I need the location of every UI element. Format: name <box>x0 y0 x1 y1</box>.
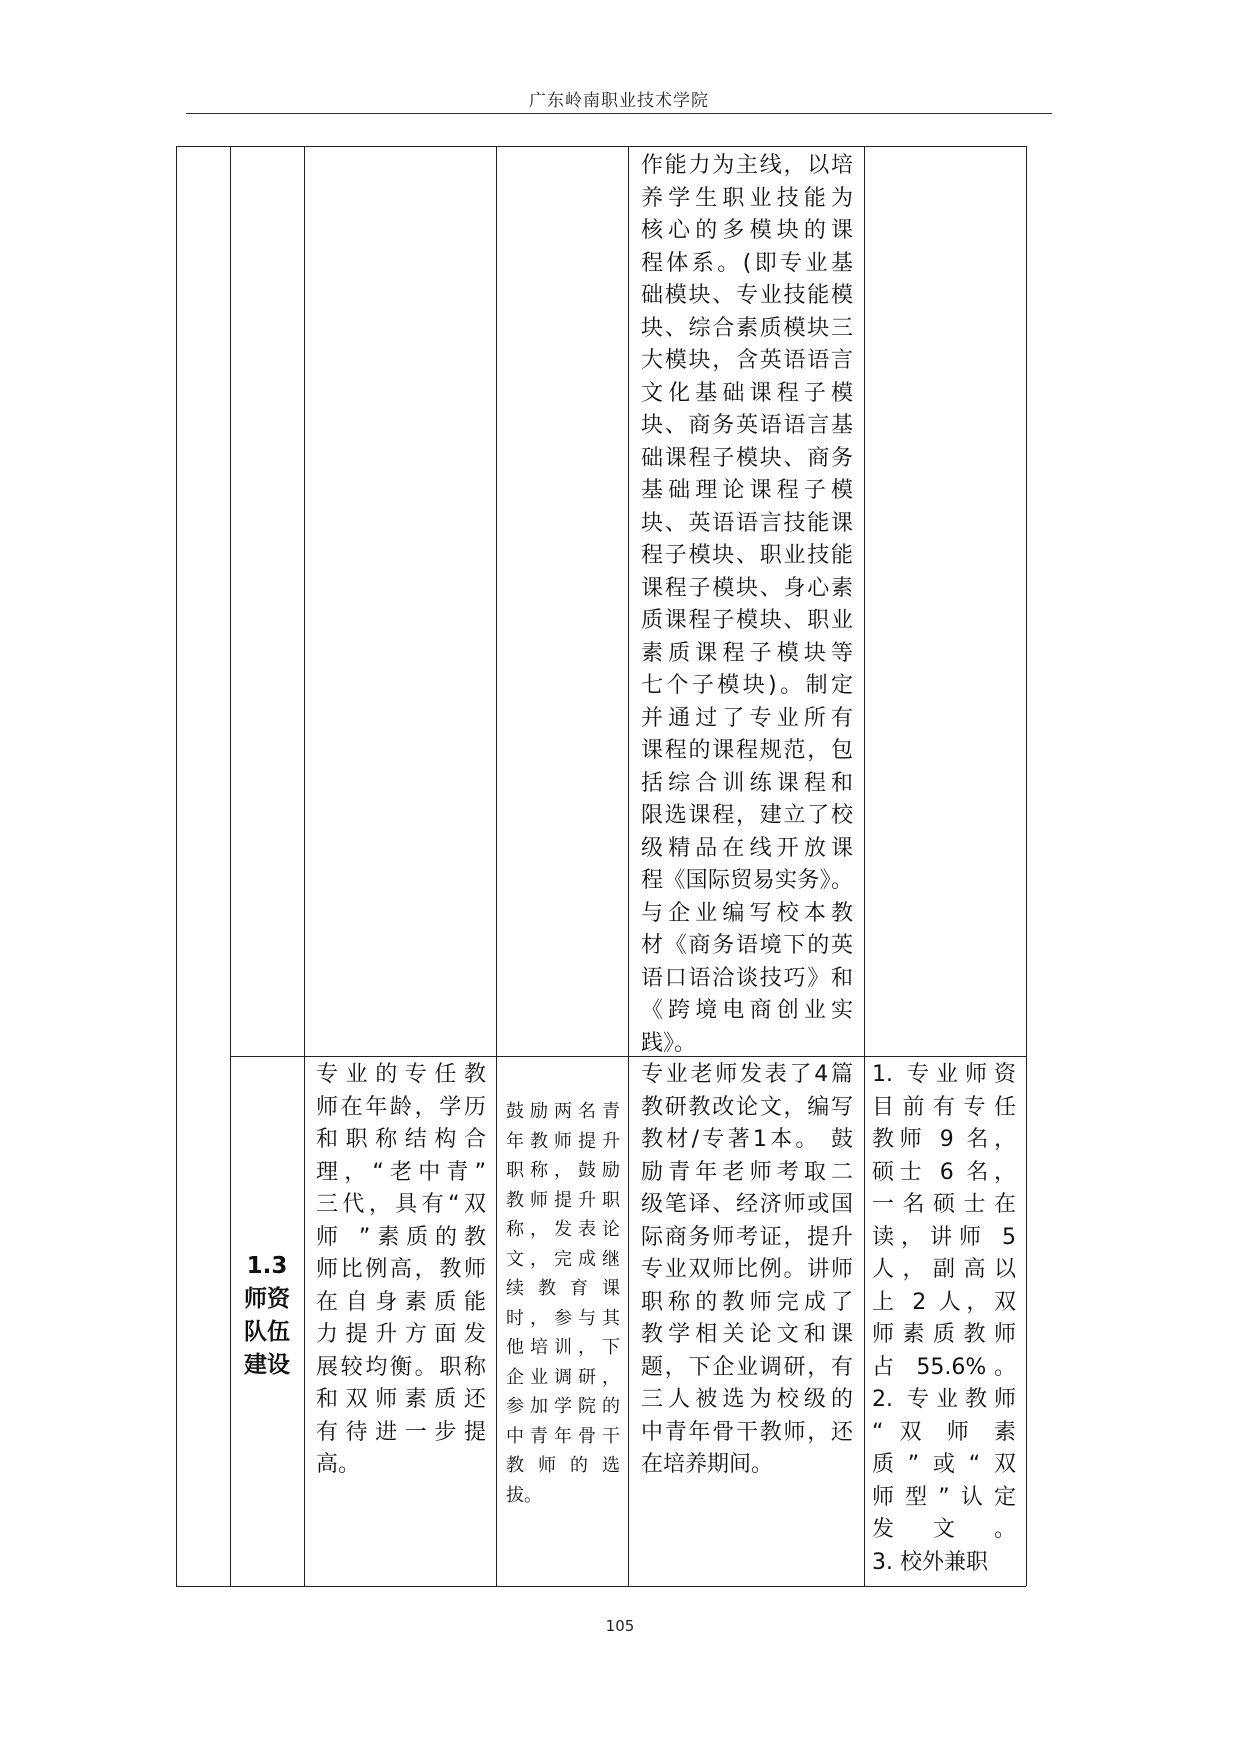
table-border-left <box>176 146 177 1586</box>
header-rule <box>186 113 1052 114</box>
section-1-3-label <box>230 1250 304 1382</box>
text-line: 教师 9 名， <box>872 1127 1016 1152</box>
text-line: 基础理论课程子模 <box>641 478 853 503</box>
text-line: 职称的教师完成了 <box>641 1289 853 1315</box>
text-line: 师型”认定 <box>872 1484 1016 1510</box>
table-col-divider <box>628 146 629 1586</box>
text-line: 大模块，含英语语言 <box>641 348 853 373</box>
section-label-line: 1.3 <box>246 1253 288 1279</box>
text-line: 专业的专任教 <box>316 1062 486 1087</box>
text-line: 材《商务语境下的英 <box>641 933 853 958</box>
text-line: 年教师提升 <box>506 1130 620 1152</box>
text-line: 2. 专业教师 <box>872 1387 1016 1412</box>
text-line: 文化基础课程子模 <box>641 380 853 406</box>
text-line: 三代，具有“双 <box>316 1192 486 1217</box>
evaluation-table <box>176 146 1026 1586</box>
text-line: 块、商务英语语言基 <box>641 413 853 438</box>
text-line: 力提升方面发 <box>316 1322 486 1347</box>
text-line: 作能力为主线，以培 <box>641 153 853 178</box>
text-line: 素质课程子模块等 <box>641 640 853 666</box>
text-line: 理，“老中青” <box>316 1159 486 1185</box>
text-line: 高。 <box>316 1452 361 1477</box>
table-col-divider <box>864 146 865 1586</box>
text-line: 续教育课 <box>506 1278 620 1299</box>
text-line: 《跨境电商创业实 <box>641 998 853 1023</box>
table-col-divider <box>496 146 497 1586</box>
table-border-right <box>1026 146 1027 1586</box>
text-line: 发文。 <box>872 1517 1016 1542</box>
text-line: 目前有专任 <box>872 1094 1016 1120</box>
text-line: 时，参与其 <box>506 1307 620 1329</box>
text-line: 励青年老师考取二 <box>641 1159 853 1185</box>
text-line: 他培训，下 <box>506 1337 620 1358</box>
text-line: 教师的选 <box>506 1455 620 1476</box>
text-line: 程体系。(即专业基 <box>641 250 853 276</box>
text-line: 一名硕士在 <box>872 1192 1016 1217</box>
text-line: 读，讲师 5 <box>872 1224 1016 1250</box>
text-line: 核心的多模块的课 <box>641 218 853 243</box>
text-line: 七个子模块)。制定 <box>641 673 853 698</box>
text-line: 块、综合素质模块三 <box>641 315 853 341</box>
text-line: 师素质教师 <box>872 1322 1016 1347</box>
text-line: 质课程子模块、职业 <box>641 608 853 633</box>
text-line: 专业双师比例。讲师 <box>641 1257 853 1282</box>
text-line: 称，发表论 <box>506 1219 620 1240</box>
text-line: 职称，鼓励 <box>506 1160 620 1181</box>
text-line: 人，副高以 <box>872 1257 1016 1282</box>
text-line: 语口语洽谈技巧》和 <box>641 965 853 991</box>
text-line: 3. 校外兼职 <box>872 1549 988 1575</box>
page-header-title: 广东岭南职业技术学院 <box>529 91 709 111</box>
table-row-divider <box>230 1056 1026 1057</box>
text-line: 与企业编写校本教 <box>641 900 853 926</box>
text-line: 1. 专业师资 <box>872 1062 1016 1087</box>
text-line: “ 双 师 素 <box>872 1419 1016 1445</box>
text-line: 础模块、专业技能模 <box>641 283 853 308</box>
teacher-team-evidence-cell <box>872 1059 1016 1579</box>
text-line: 和双师素质还 <box>316 1387 486 1412</box>
text-line: 质”或“双 <box>872 1452 1016 1477</box>
text-line: 拔。 <box>506 1484 542 1506</box>
text-line: 师比例高，教师 <box>316 1257 486 1282</box>
teacher-team-measures-cell <box>506 1097 620 1510</box>
table-border-bottom <box>176 1586 1026 1587</box>
curriculum-system-cell <box>641 150 853 1060</box>
text-line: 题，下企业调研，有 <box>641 1354 853 1380</box>
text-line: 参加学院的 <box>506 1396 620 1417</box>
text-line: 教学相关论文和课 <box>641 1322 853 1347</box>
text-line: 展较均衡。职称 <box>316 1354 486 1380</box>
text-line: 块、英语语言技能课 <box>641 510 853 536</box>
text-line: 和职称结构合 <box>316 1127 486 1152</box>
text-line: 教材/专著1本。 鼓 <box>641 1127 853 1152</box>
text-line: 在培养期间。 <box>641 1452 774 1477</box>
text-line: 上 2 人，双 <box>872 1289 1016 1315</box>
text-line: 课程的课程规范，包 <box>641 738 853 763</box>
table-col-divider <box>304 146 305 1586</box>
text-line: 际商务师考证，提升 <box>641 1224 853 1250</box>
text-line: 有待进一步提 <box>316 1419 486 1445</box>
text-line: 占 55.6%。 <box>872 1354 1016 1380</box>
text-line: 并通过了专业所有 <box>641 705 853 731</box>
text-line: 中青年骨干 <box>506 1425 620 1447</box>
text-line: 师在年龄，学历 <box>316 1094 486 1120</box>
page-number: 105 <box>605 1617 635 1635</box>
text-line: 程子模块、职业技能 <box>641 543 853 568</box>
text-line: 中青年骨干教师，还 <box>641 1419 853 1445</box>
text-line: 程《国际贸易实务》。 <box>641 868 853 893</box>
text-line: 专业老师发表了4篇 <box>641 1062 853 1087</box>
text-line: 三人被选为校级的 <box>641 1387 853 1412</box>
text-line: 鼓励两名青 <box>506 1101 620 1122</box>
text-line: 师 ”素质的教 <box>316 1224 486 1250</box>
text-line: 养学生职业技能为 <box>641 185 853 211</box>
text-line: 教研教改论文，编写 <box>641 1094 853 1120</box>
text-line: 课程子模块、身心素 <box>641 575 853 601</box>
text-line: 企业调研， <box>506 1366 620 1388</box>
teacher-team-progress-cell <box>641 1059 853 1482</box>
section-label-line: 建设 <box>244 1352 290 1378</box>
section-label-line: 队伍 <box>244 1319 290 1345</box>
text-line: 文，完成继 <box>506 1248 620 1270</box>
text-line: 在自身素质能 <box>316 1289 486 1315</box>
text-line: 级笔译、经济师或国 <box>641 1192 853 1217</box>
text-line: 践》。 <box>641 1030 697 1056</box>
text-line: 硕士 6 名， <box>872 1159 1016 1185</box>
text-line: 括综合训练课程和 <box>641 770 853 796</box>
teacher-team-status-cell <box>316 1059 486 1482</box>
text-line: 限选课程，建立了校 <box>641 803 853 828</box>
table-border-top <box>176 146 1026 147</box>
text-line: 础课程子模块、商务 <box>641 445 853 471</box>
section-label-line: 师资 <box>244 1286 290 1312</box>
text-line: 级精品在线开放课 <box>641 835 853 861</box>
text-line: 教师提升职 <box>506 1189 620 1211</box>
